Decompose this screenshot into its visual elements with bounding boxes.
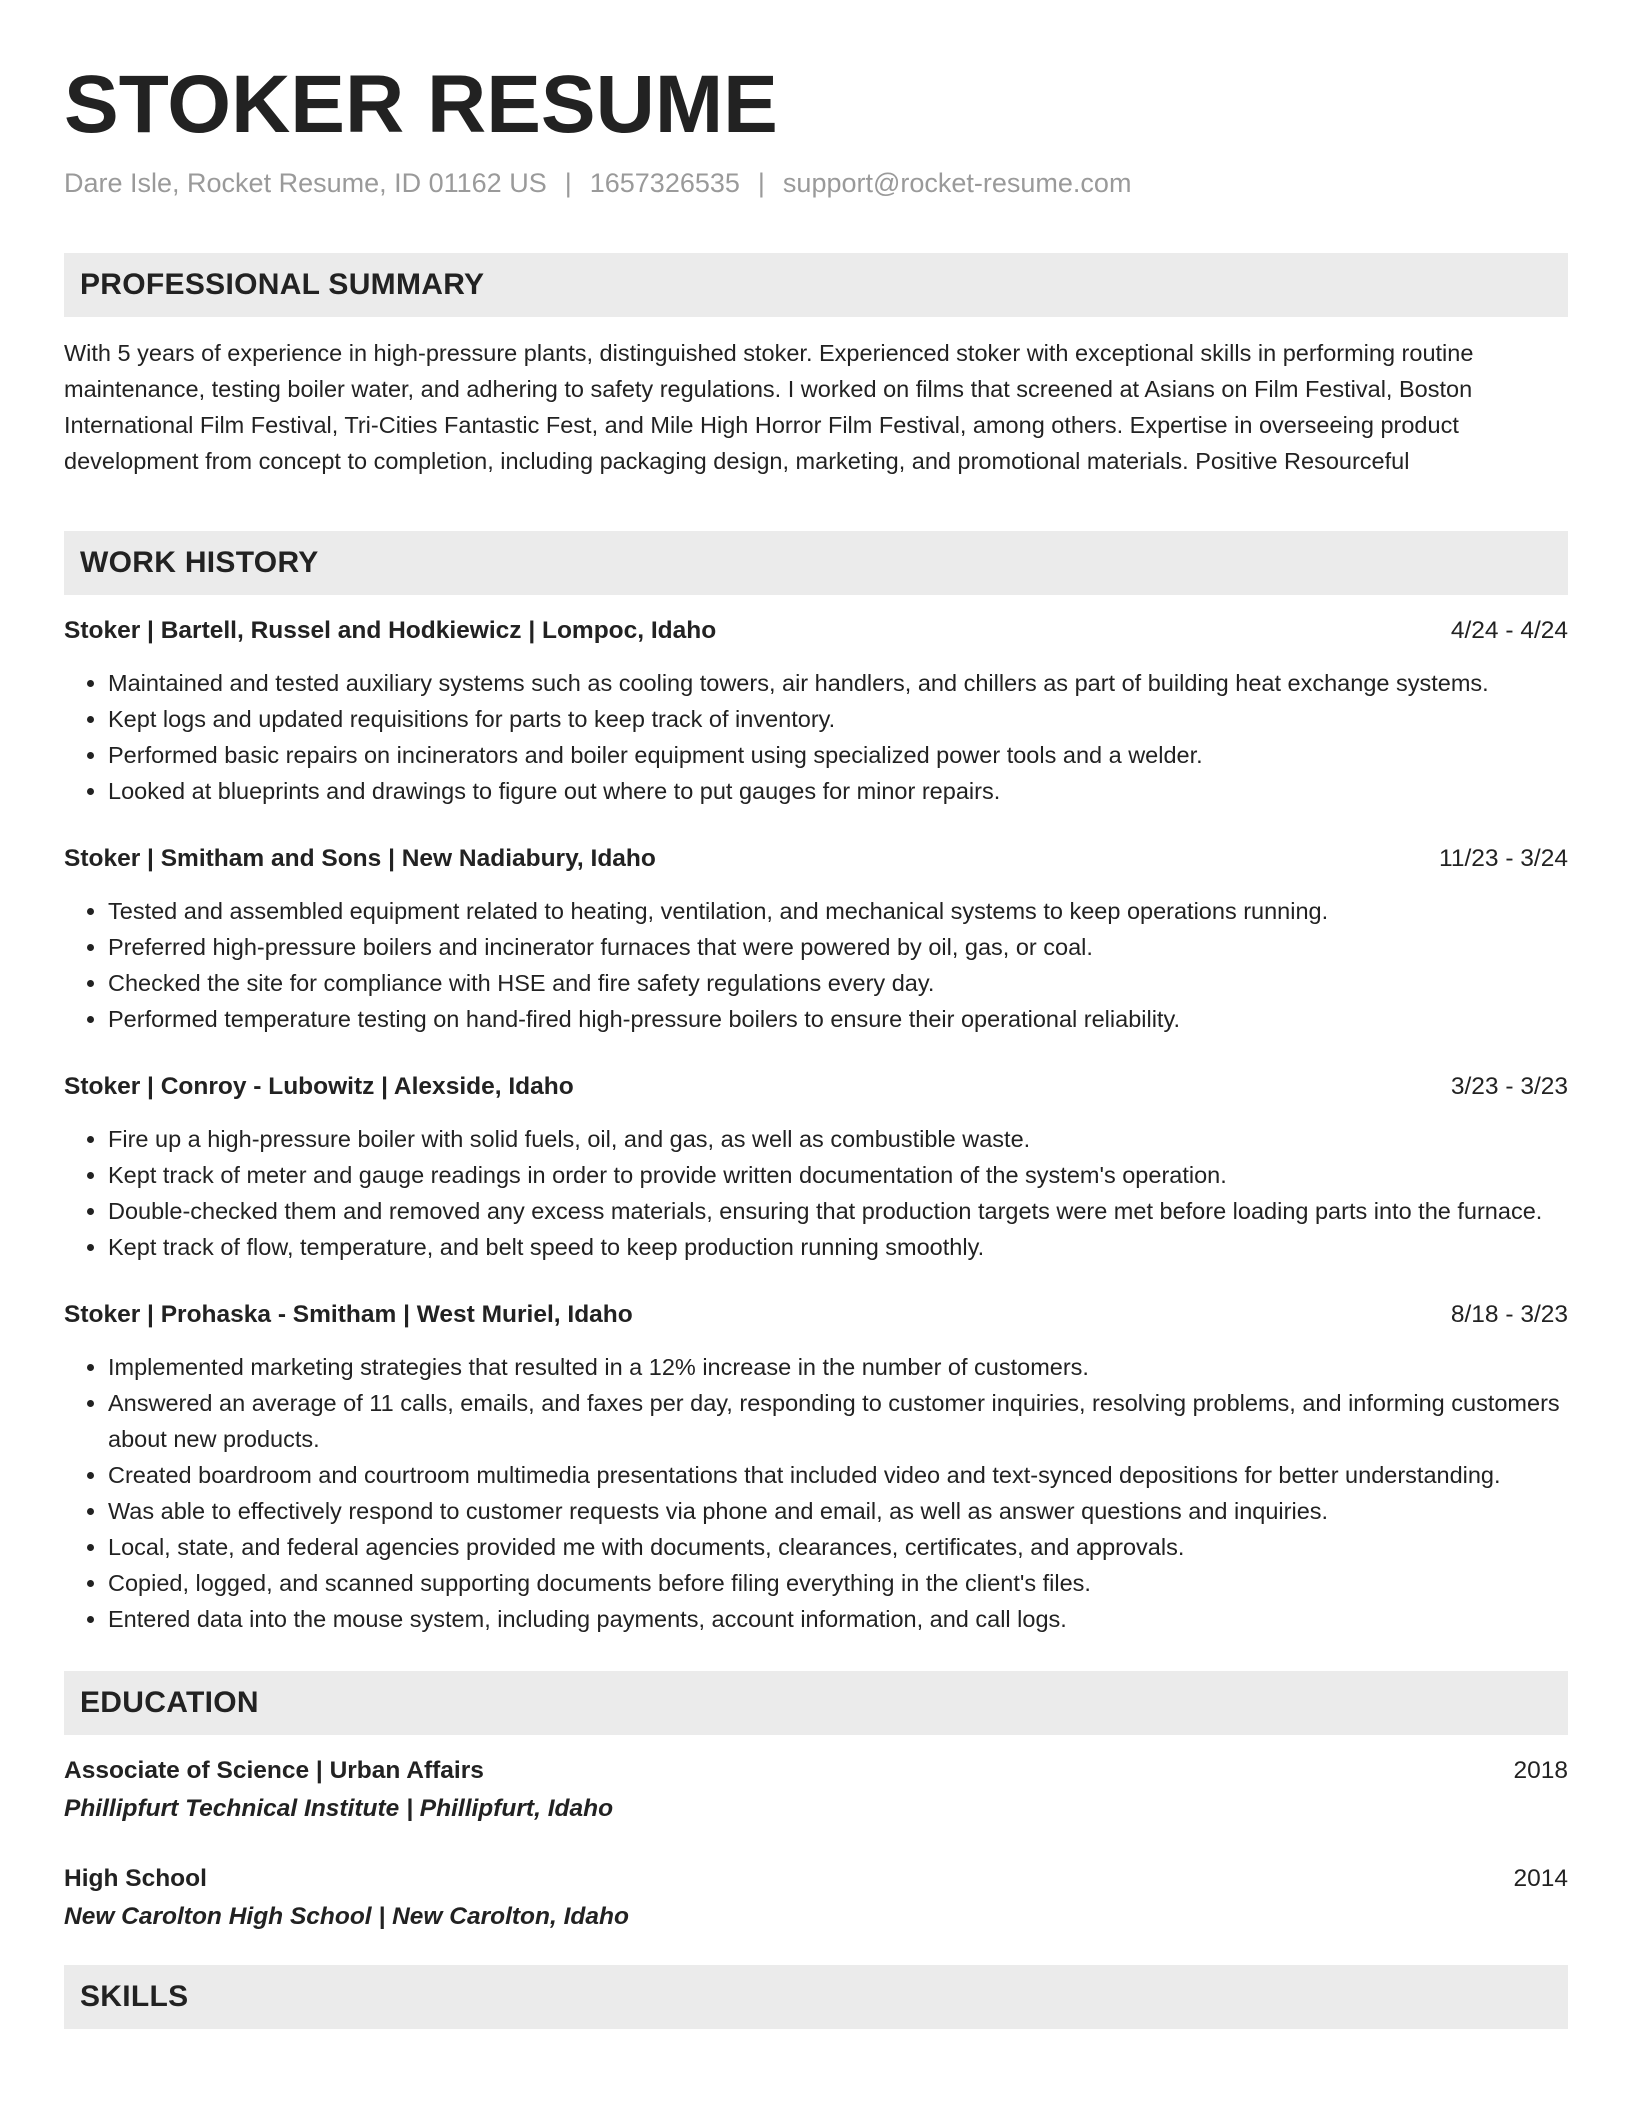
section-heading-education: EDUCATION (64, 1671, 1568, 1735)
job-bullet: • Was able to effectively respond to customer requests via phone and email, as well as answer questions and inquiries. (108, 1493, 1568, 1529)
job-bullet: • Performed basic repairs on incinerators and boiler equipment using specialized power tools and a welder. (108, 737, 1568, 773)
job-bullet: • Double-checked them and removed any excess materials, ensuring that production targets were met before loading parts into the furnace. (108, 1193, 1568, 1229)
job-entry (64, 1069, 1568, 1265)
job-title: Stoker | Prohaska - Smitham | West Muriel, Idaho (64, 1301, 633, 1328)
job-entry (64, 841, 1568, 1037)
job-bullet-list (64, 1121, 1568, 1265)
job-dates: 8/18 - 3/23 (1450, 1301, 1568, 1328)
contact-separator: | (757, 168, 765, 198)
education-header (64, 1753, 1568, 1789)
section-heading-work: WORK HISTORY (64, 531, 1568, 595)
section-heading-skills: SKILLS (64, 1965, 1568, 2029)
job-bullet: • Implemented marketing strategies that resulted in a 12% increase in the number of customers. (108, 1349, 1568, 1385)
job-bullet: • Answered an average of 11 calls, emails, and faxes per day, responding to customer inquiries, resolving problems, and informing customers about new products. (108, 1385, 1568, 1457)
contact-address: Dare Isle, Rocket Resume, ID 01162 US (64, 168, 547, 198)
education-entry (64, 1861, 1568, 1935)
education-year: 2014 (1513, 1865, 1568, 1892)
resume-title: STOKER RESUME (64, 59, 778, 150)
job-dates: 3/23 - 3/23 (1450, 1073, 1568, 1100)
education-year: 2018 (1513, 1757, 1568, 1784)
job-header (64, 1297, 1568, 1333)
job-bullet: • Preferred high-pressure boilers and incinerator furnaces that were powered by oil, gas, or coal. (108, 929, 1568, 965)
job-bullet: • Kept logs and updated requisitions for parts to keep track of inventory. (108, 701, 1568, 737)
education-header (64, 1861, 1568, 1897)
job-title: Stoker | Bartell, Russel and Hodkiewicz | Lompoc, Idaho (64, 617, 717, 644)
job-bullet: • Performed temperature testing on hand-fired high-pressure boilers to ensure their operational reliability. (108, 1001, 1568, 1037)
education-degree: High School (64, 1865, 207, 1892)
job-bullet: • Maintained and tested auxiliary systems such as cooling towers, air handlers, and chillers as part of building heat exchange systems. (108, 665, 1568, 701)
job-title: Stoker | Conroy - Lubowitz | Alexside, Idaho (64, 1073, 574, 1100)
education-degree: Associate of Science | Urban Affairs (64, 1757, 484, 1784)
job-bullet: • Copied, logged, and scanned supporting documents before filing everything in the client's files. (108, 1565, 1568, 1601)
job-bullet-list (64, 893, 1568, 1037)
job-dates: 11/23 - 3/24 (1439, 845, 1568, 872)
job-title: Stoker | Smitham and Sons | New Nadiabury, Idaho (64, 845, 656, 872)
work-history-list (64, 613, 1568, 1637)
job-bullet: • Looked at blueprints and drawings to figure out where to put gauges for minor repairs. (108, 773, 1568, 809)
job-bullet: • Kept track of flow, temperature, and belt speed to keep production running smoothly. (108, 1229, 1568, 1265)
education-entry (64, 1753, 1568, 1827)
job-header (64, 1069, 1568, 1105)
job-bullet-list (64, 1349, 1568, 1637)
contact-separator: | (564, 168, 572, 198)
job-bullet: • Fire up a high-pressure boiler with solid fuels, oil, and gas, as well as combustible waste. (108, 1121, 1568, 1157)
job-header (64, 613, 1568, 649)
contact-line (64, 165, 1568, 201)
job-bullet-list (64, 665, 1568, 809)
job-bullet: • Kept track of meter and gauge readings in order to provide written documentation of the system's operation. (108, 1157, 1568, 1193)
education-school: Phillipfurt Technical Institute | Phillipfurt, Idaho (64, 1795, 614, 1822)
job-dates: 4/24 - 4/24 (1450, 617, 1568, 644)
job-bullet: • Tested and assembled equipment related to heating, ventilation, and mechanical systems to keep operations running. (108, 893, 1568, 929)
education-school: New Carolton High School | New Carolton, Idaho (64, 1903, 629, 1930)
education-list (64, 1753, 1568, 1935)
job-header (64, 841, 1568, 877)
job-bullet: • Local, state, and federal agencies provided me with documents, clearances, certificates, and approvals. (108, 1529, 1568, 1565)
job-bullet: • Entered data into the mouse system, including payments, account information, and call logs. (108, 1601, 1568, 1637)
summary-text: With 5 years of experience in high-pressure plants, distinguished stoker. Experienced stoker with exceptional skills in performing routine maintenance, testing boiler water, and adhering to safety regulations. I worked on films that screened at Asians on Film Festival, Boston International Film Festival, Tri-Cities Fantastic Fest, and Mile High Horror Film Festival, among others. Expertise in overseeing product development from concept to completion, including packaging design, marketing, and promotional materials. Positive Resourceful (64, 340, 1474, 474)
contact-email: support@rocket-resume.com (782, 168, 1132, 198)
section-heading-summary: PROFESSIONAL SUMMARY (64, 253, 1568, 317)
job-bullet: • Created boardroom and courtroom multimedia presentations that included video and text-synced depositions for better understanding. (108, 1457, 1568, 1493)
contact-phone: 1657326535 (589, 168, 740, 198)
job-entry (64, 613, 1568, 809)
job-entry (64, 1297, 1568, 1637)
job-bullet: • Checked the site for compliance with HSE and fire safety regulations every day. (108, 965, 1568, 1001)
